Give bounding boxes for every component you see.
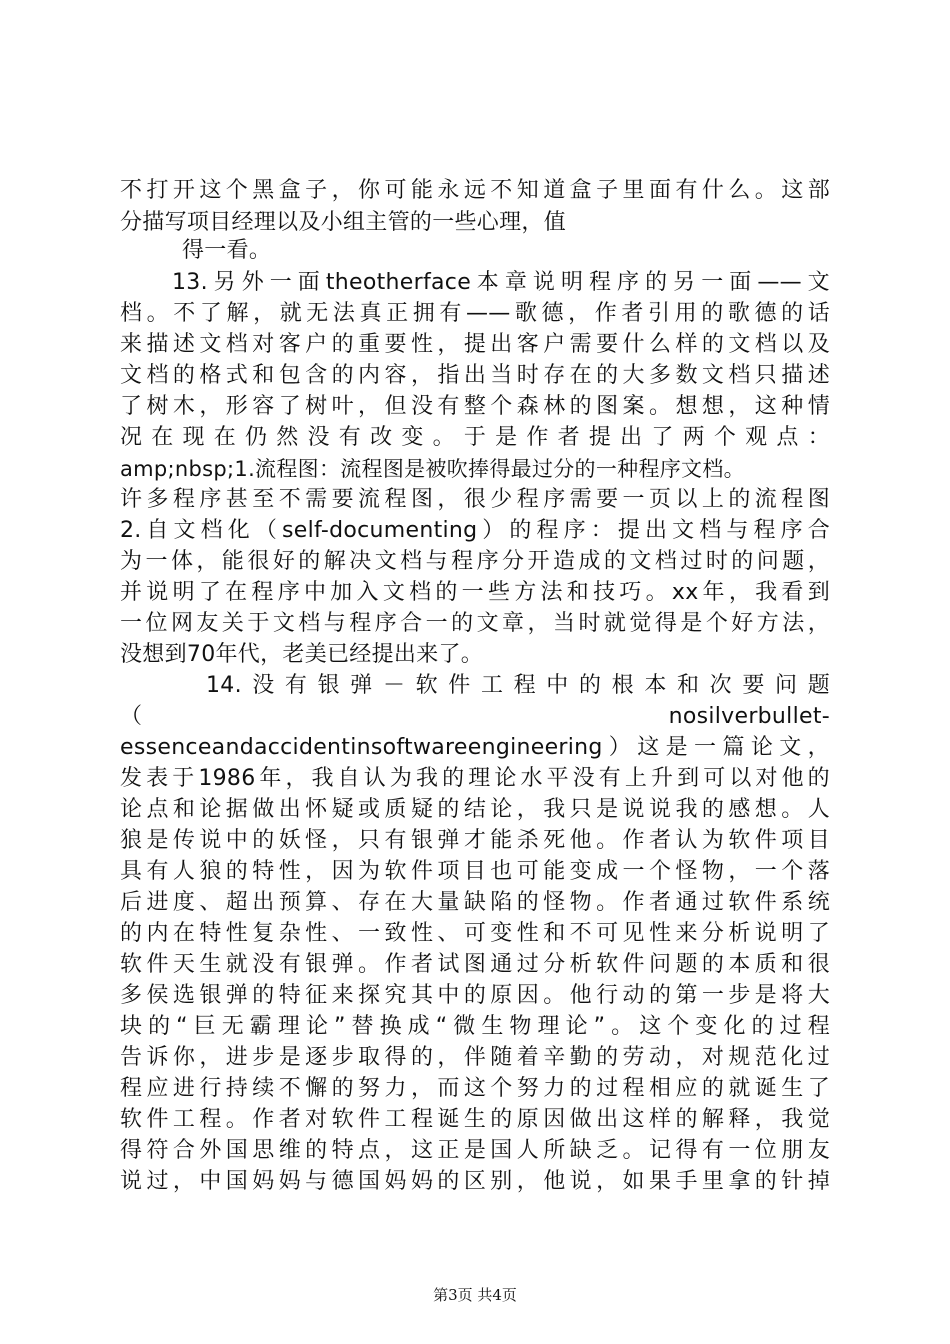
- text-line: 得一看。: [182, 238, 272, 263]
- text-line: 多侯选银弹的特征来探究其中的原因。他行动的第一步是将大: [120, 983, 830, 1008]
- text-line: 软件工程。作者对软件工程诞生的原因做出这样的解释，我觉: [120, 1107, 830, 1132]
- text-line: 14.没有银弹－软件工程中的根本和次要问题: [206, 673, 830, 698]
- text-line: 具有人狼的特性，因为软件项目也可能变成一个怪物，一个落: [120, 859, 830, 884]
- text-line: 许多程序甚至不需要流程图，很少程序需要一页以上的流程图: [120, 487, 830, 512]
- text-line: 档。不了解，就无法真正拥有——歌德，作者引用的歌德的话: [120, 301, 830, 326]
- text-line: 块的“巨无霸理论”替换成“微生物理论”。这个变化的过程: [120, 1014, 830, 1039]
- text-line: essenceandaccidentinsoftwareengineering）这是一篇论文，: [120, 735, 830, 760]
- text-line: 况在现在仍然没有改变。于是作者提出了两个观点：: [120, 425, 830, 450]
- text-line: 没想到70年代，老美已经提出来了。: [120, 642, 484, 667]
- text-line: 论点和论据做出怀疑或质疑的结论，我只是说说我的感想。人: [120, 797, 830, 822]
- text-line: 为一体，能很好的解决文档与程序分开造成的文档过时的问题，: [120, 549, 830, 574]
- text-line: 了树木，形容了树叶，但没有整个森林的图案。想想，这种情: [120, 394, 830, 419]
- text-line: 2.自文档化（self-documenting）的程序：提出文档与程序合: [120, 518, 830, 543]
- text-line: 13.另外一面theotherface本章说明程序的另一面——文: [172, 270, 830, 295]
- text-line: 告诉你，进步是逐步取得的，伴随着辛勤的劳动，对规范化过: [120, 1045, 830, 1070]
- text-line: 的内在特性复杂性、一致性、可变性和不可见性来分析说明了: [120, 921, 830, 946]
- page-number: 第3页 共4页: [433, 1286, 517, 1304]
- text-line: （: [120, 704, 143, 729]
- text-line: 并说明了在程序中加入文档的一些方法和技巧。xx年，我看到: [120, 580, 830, 605]
- text-line: amp;nbsp;1.流程图：流程图是被吹捧得最过分的一种程序文档。: [120, 457, 745, 481]
- text-line: 发表于1986年，我自认为我的理论水平没有上升到可以对他的: [120, 766, 830, 791]
- text-line: 软件天生就没有银弹。作者试图通过分析软件问题的本质和很: [120, 952, 830, 977]
- text-line: 不打开这个黑盒子，你可能永远不知道盒子里面有什么。这部: [120, 178, 830, 203]
- text-line: 得符合外国思维的特点，这正是国人所缺乏。记得有一位朋友: [120, 1138, 830, 1163]
- text-line: 后进度、超出预算、存在大量缺陷的怪物。作者通过软件系统: [120, 890, 830, 915]
- text-line: 狼是传说中的妖怪，只有银弹才能杀死他。作者认为软件项目: [120, 828, 830, 853]
- text-line: 分描写项目经理以及小组主管的一些心理，值: [120, 210, 567, 235]
- text-line: 来描述文档对客户的重要性，提出客户需要什么样的文档以及: [120, 332, 830, 357]
- text-line: 说过，中国妈妈与德国妈妈的区别，他说，如果手里拿的针掉: [120, 1169, 830, 1194]
- text-line: nosilverbullet-: [668, 704, 830, 729]
- text-line: 一位网友关于文档与程序合一的文章，当时就觉得是个好方法，: [120, 611, 830, 636]
- text-line: 程应进行持续不懈的努力，而这个努力的过程相应的就诞生了: [120, 1076, 830, 1101]
- text-line: 文档的格式和包含的内容，指出当时存在的大多数文档只描述: [120, 363, 830, 388]
